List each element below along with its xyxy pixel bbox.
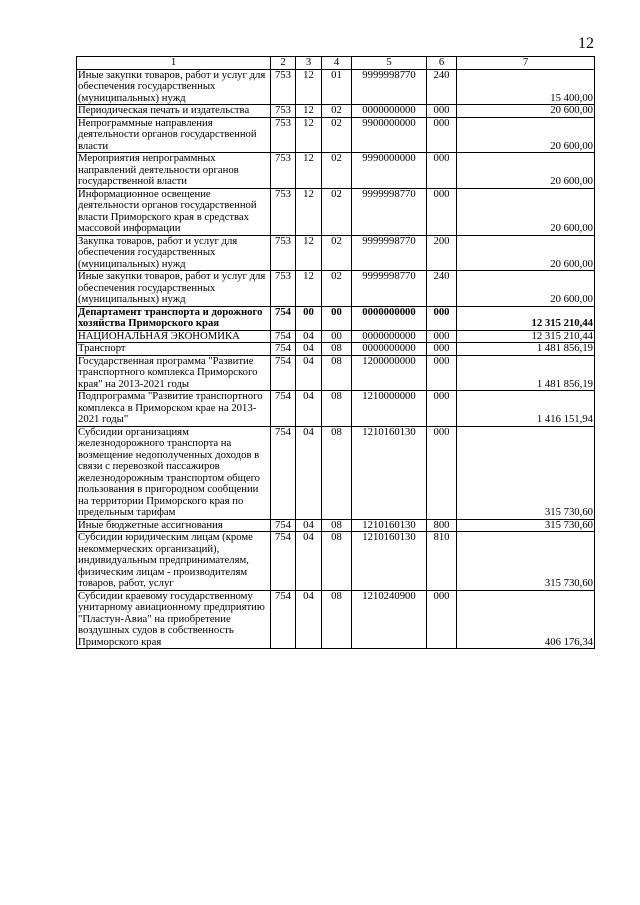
target-article-cell: 1210160130 bbox=[352, 426, 427, 519]
department-code-cell: 754 bbox=[271, 391, 296, 427]
amount-cell: 1 481 856,19 bbox=[457, 343, 595, 356]
amount-cell: 15 400,00 bbox=[457, 69, 595, 105]
table-header-row bbox=[77, 57, 595, 70]
target-article-cell: 9999998770 bbox=[352, 271, 427, 307]
table-row bbox=[77, 153, 595, 189]
department-code-cell: 754 bbox=[271, 532, 296, 591]
subsection-code-cell: 02 bbox=[322, 188, 352, 235]
table-row bbox=[77, 105, 595, 118]
expense-type-cell: 200 bbox=[427, 235, 457, 271]
section-code-cell: 00 bbox=[296, 306, 322, 330]
item-name-cell: Субсидии юридическим лицам (кроме некоммерческих организаций), индивидуальным предпринимателям, физическим лицам - производителям товаров, работ, услуг bbox=[77, 532, 271, 591]
amount-cell: 20 600,00 bbox=[457, 235, 595, 271]
item-name-cell: Субсидии краевому государственному унитарному авиационному предприятию "Пластун-Авиа" на приобретение воздушных судов в собственность Приморского края bbox=[77, 590, 271, 649]
subsection-code-cell: 02 bbox=[322, 117, 352, 153]
item-name-cell: Департамент транспорта и дорожного хозяйства Приморского края bbox=[77, 306, 271, 330]
department-code-cell: 754 bbox=[271, 343, 296, 356]
amount-cell: 20 600,00 bbox=[457, 188, 595, 235]
section-code-cell: 04 bbox=[296, 355, 322, 391]
department-code-cell: 753 bbox=[271, 271, 296, 307]
target-article-cell: 1200000000 bbox=[352, 355, 427, 391]
target-article-cell: 9999998770 bbox=[352, 235, 427, 271]
expense-type-cell: 000 bbox=[427, 343, 457, 356]
table-row bbox=[77, 306, 595, 330]
subsection-code-cell: 02 bbox=[322, 153, 352, 189]
item-name-cell: Мероприятия непрограммных направлений деятельности органов государственной власти bbox=[77, 153, 271, 189]
expense-type-cell: 000 bbox=[427, 188, 457, 235]
item-name-cell: Закупка товаров, работ и услуг для обеспечения государственных (муниципальных) нужд bbox=[77, 235, 271, 271]
subsection-code-cell: 08 bbox=[322, 391, 352, 427]
amount-cell: 315 730,60 bbox=[457, 532, 595, 591]
department-code-cell: 753 bbox=[271, 69, 296, 105]
department-code-cell: 754 bbox=[271, 426, 296, 519]
section-code-cell: 12 bbox=[296, 188, 322, 235]
header-cell: 1 bbox=[77, 57, 271, 70]
section-code-cell: 12 bbox=[296, 235, 322, 271]
target-article-cell: 9999998770 bbox=[352, 69, 427, 105]
target-article-cell: 9999998770 bbox=[352, 188, 427, 235]
amount-cell: 20 600,00 bbox=[457, 105, 595, 118]
target-article-cell: 1210160130 bbox=[352, 519, 427, 532]
item-name-cell: Субсидии организациям железнодорожного транспорта на возмещение недополученных доходов в связи с перевозкой пассажиров железнодорожным транспортом общего пользования в пригородном сообщении на территории Приморского края по предельным тарифам bbox=[77, 426, 271, 519]
subsection-code-cell: 08 bbox=[322, 519, 352, 532]
table-row bbox=[77, 590, 595, 649]
subsection-code-cell: 08 bbox=[322, 532, 352, 591]
amount-cell: 315 730,60 bbox=[457, 519, 595, 532]
amount-cell: 20 600,00 bbox=[457, 271, 595, 307]
subsection-code-cell: 08 bbox=[322, 355, 352, 391]
amount-cell: 12 315 210,44 bbox=[457, 306, 595, 330]
table-row bbox=[77, 343, 595, 356]
item-name-cell: НАЦИОНАЛЬНАЯ ЭКОНОМИКА bbox=[77, 330, 271, 343]
header-cell: 2 bbox=[271, 57, 296, 70]
amount-cell: 20 600,00 bbox=[457, 153, 595, 189]
section-code-cell: 12 bbox=[296, 271, 322, 307]
header-cell: 7 bbox=[457, 57, 595, 70]
item-name-cell: Периодическая печать и издательства bbox=[77, 105, 271, 118]
target-article-cell: 9900000000 bbox=[352, 117, 427, 153]
department-code-cell: 753 bbox=[271, 153, 296, 189]
header-cell: 3 bbox=[296, 57, 322, 70]
table-row bbox=[77, 355, 595, 391]
table-row bbox=[77, 519, 595, 532]
expense-type-cell: 000 bbox=[427, 355, 457, 391]
item-name-cell: Непрограммные направления деятельности органов государственной власти bbox=[77, 117, 271, 153]
subsection-code-cell: 00 bbox=[322, 306, 352, 330]
expense-type-cell: 240 bbox=[427, 69, 457, 105]
section-code-cell: 12 bbox=[296, 105, 322, 118]
expense-type-cell: 240 bbox=[427, 271, 457, 307]
expense-type-cell: 800 bbox=[427, 519, 457, 532]
target-article-cell: 0000000000 bbox=[352, 306, 427, 330]
expense-type-cell: 000 bbox=[427, 117, 457, 153]
subsection-code-cell: 01 bbox=[322, 69, 352, 105]
amount-cell: 1 416 151,94 bbox=[457, 391, 595, 427]
table-row bbox=[77, 188, 595, 235]
department-code-cell: 753 bbox=[271, 235, 296, 271]
table-row bbox=[77, 117, 595, 153]
section-code-cell: 04 bbox=[296, 532, 322, 591]
expense-type-cell: 000 bbox=[427, 306, 457, 330]
section-code-cell: 04 bbox=[296, 330, 322, 343]
item-name-cell: Государственная программа "Развитие транспортного комплекса Приморского края" на 2013-2021 годы bbox=[77, 355, 271, 391]
department-code-cell: 754 bbox=[271, 590, 296, 649]
target-article-cell: 1210160130 bbox=[352, 532, 427, 591]
department-code-cell: 754 bbox=[271, 330, 296, 343]
section-code-cell: 04 bbox=[296, 343, 322, 356]
expense-type-cell: 000 bbox=[427, 426, 457, 519]
department-code-cell: 753 bbox=[271, 188, 296, 235]
target-article-cell: 0000000000 bbox=[352, 105, 427, 118]
section-code-cell: 04 bbox=[296, 519, 322, 532]
amount-cell: 1 481 856,19 bbox=[457, 355, 595, 391]
department-code-cell: 754 bbox=[271, 519, 296, 532]
section-code-cell: 04 bbox=[296, 391, 322, 427]
table-row bbox=[77, 69, 595, 105]
table-row bbox=[77, 391, 595, 427]
table-row bbox=[77, 330, 595, 343]
item-name-cell: Иные закупки товаров, работ и услуг для обеспечения государственных (муниципальных) нужд bbox=[77, 69, 271, 105]
table-row bbox=[77, 235, 595, 271]
department-code-cell: 753 bbox=[271, 105, 296, 118]
budget-table bbox=[76, 56, 595, 649]
header-cell: 6 bbox=[427, 57, 457, 70]
amount-cell: 20 600,00 bbox=[457, 117, 595, 153]
target-article-cell: 0000000000 bbox=[352, 330, 427, 343]
item-name-cell: Информационное освещение деятельности органов государственной власти Приморского края в средствах массовой информации bbox=[77, 188, 271, 235]
item-name-cell: Иные бюджетные ассигнования bbox=[77, 519, 271, 532]
expense-type-cell: 000 bbox=[427, 590, 457, 649]
page-number: 12 bbox=[578, 35, 594, 52]
subsection-code-cell: 02 bbox=[322, 105, 352, 118]
amount-cell: 406 176,34 bbox=[457, 590, 595, 649]
subsection-code-cell: 00 bbox=[322, 330, 352, 343]
amount-cell: 315 730,60 bbox=[457, 426, 595, 519]
section-code-cell: 12 bbox=[296, 117, 322, 153]
table-row bbox=[77, 532, 595, 591]
department-code-cell: 754 bbox=[271, 355, 296, 391]
subsection-code-cell: 02 bbox=[322, 235, 352, 271]
expense-type-cell: 000 bbox=[427, 330, 457, 343]
item-name-cell: Иные закупки товаров, работ и услуг для обеспечения государственных (муниципальных) нужд bbox=[77, 271, 271, 307]
expense-type-cell: 000 bbox=[427, 391, 457, 427]
header-cell: 4 bbox=[322, 57, 352, 70]
target-article-cell: 1210000000 bbox=[352, 391, 427, 427]
item-name-cell: Подпрограмма "Развитие транспортного комплекса в Приморском крае на 2013-2021 годы" bbox=[77, 391, 271, 427]
item-name-cell: Транспорт bbox=[77, 343, 271, 356]
department-code-cell: 754 bbox=[271, 306, 296, 330]
subsection-code-cell: 08 bbox=[322, 590, 352, 649]
subsection-code-cell: 02 bbox=[322, 271, 352, 307]
table-row bbox=[77, 271, 595, 307]
header-cell: 5 bbox=[352, 57, 427, 70]
table-row bbox=[77, 426, 595, 519]
amount-cell: 12 315 210,44 bbox=[457, 330, 595, 343]
target-article-cell: 0000000000 bbox=[352, 343, 427, 356]
target-article-cell: 1210240900 bbox=[352, 590, 427, 649]
expense-type-cell: 810 bbox=[427, 532, 457, 591]
target-article-cell: 9990000000 bbox=[352, 153, 427, 189]
section-code-cell: 12 bbox=[296, 153, 322, 189]
expense-type-cell: 000 bbox=[427, 105, 457, 118]
section-code-cell: 12 bbox=[296, 69, 322, 105]
expense-type-cell: 000 bbox=[427, 153, 457, 189]
section-code-cell: 04 bbox=[296, 590, 322, 649]
department-code-cell: 753 bbox=[271, 117, 296, 153]
subsection-code-cell: 08 bbox=[322, 343, 352, 356]
subsection-code-cell: 08 bbox=[322, 426, 352, 519]
section-code-cell: 04 bbox=[296, 426, 322, 519]
